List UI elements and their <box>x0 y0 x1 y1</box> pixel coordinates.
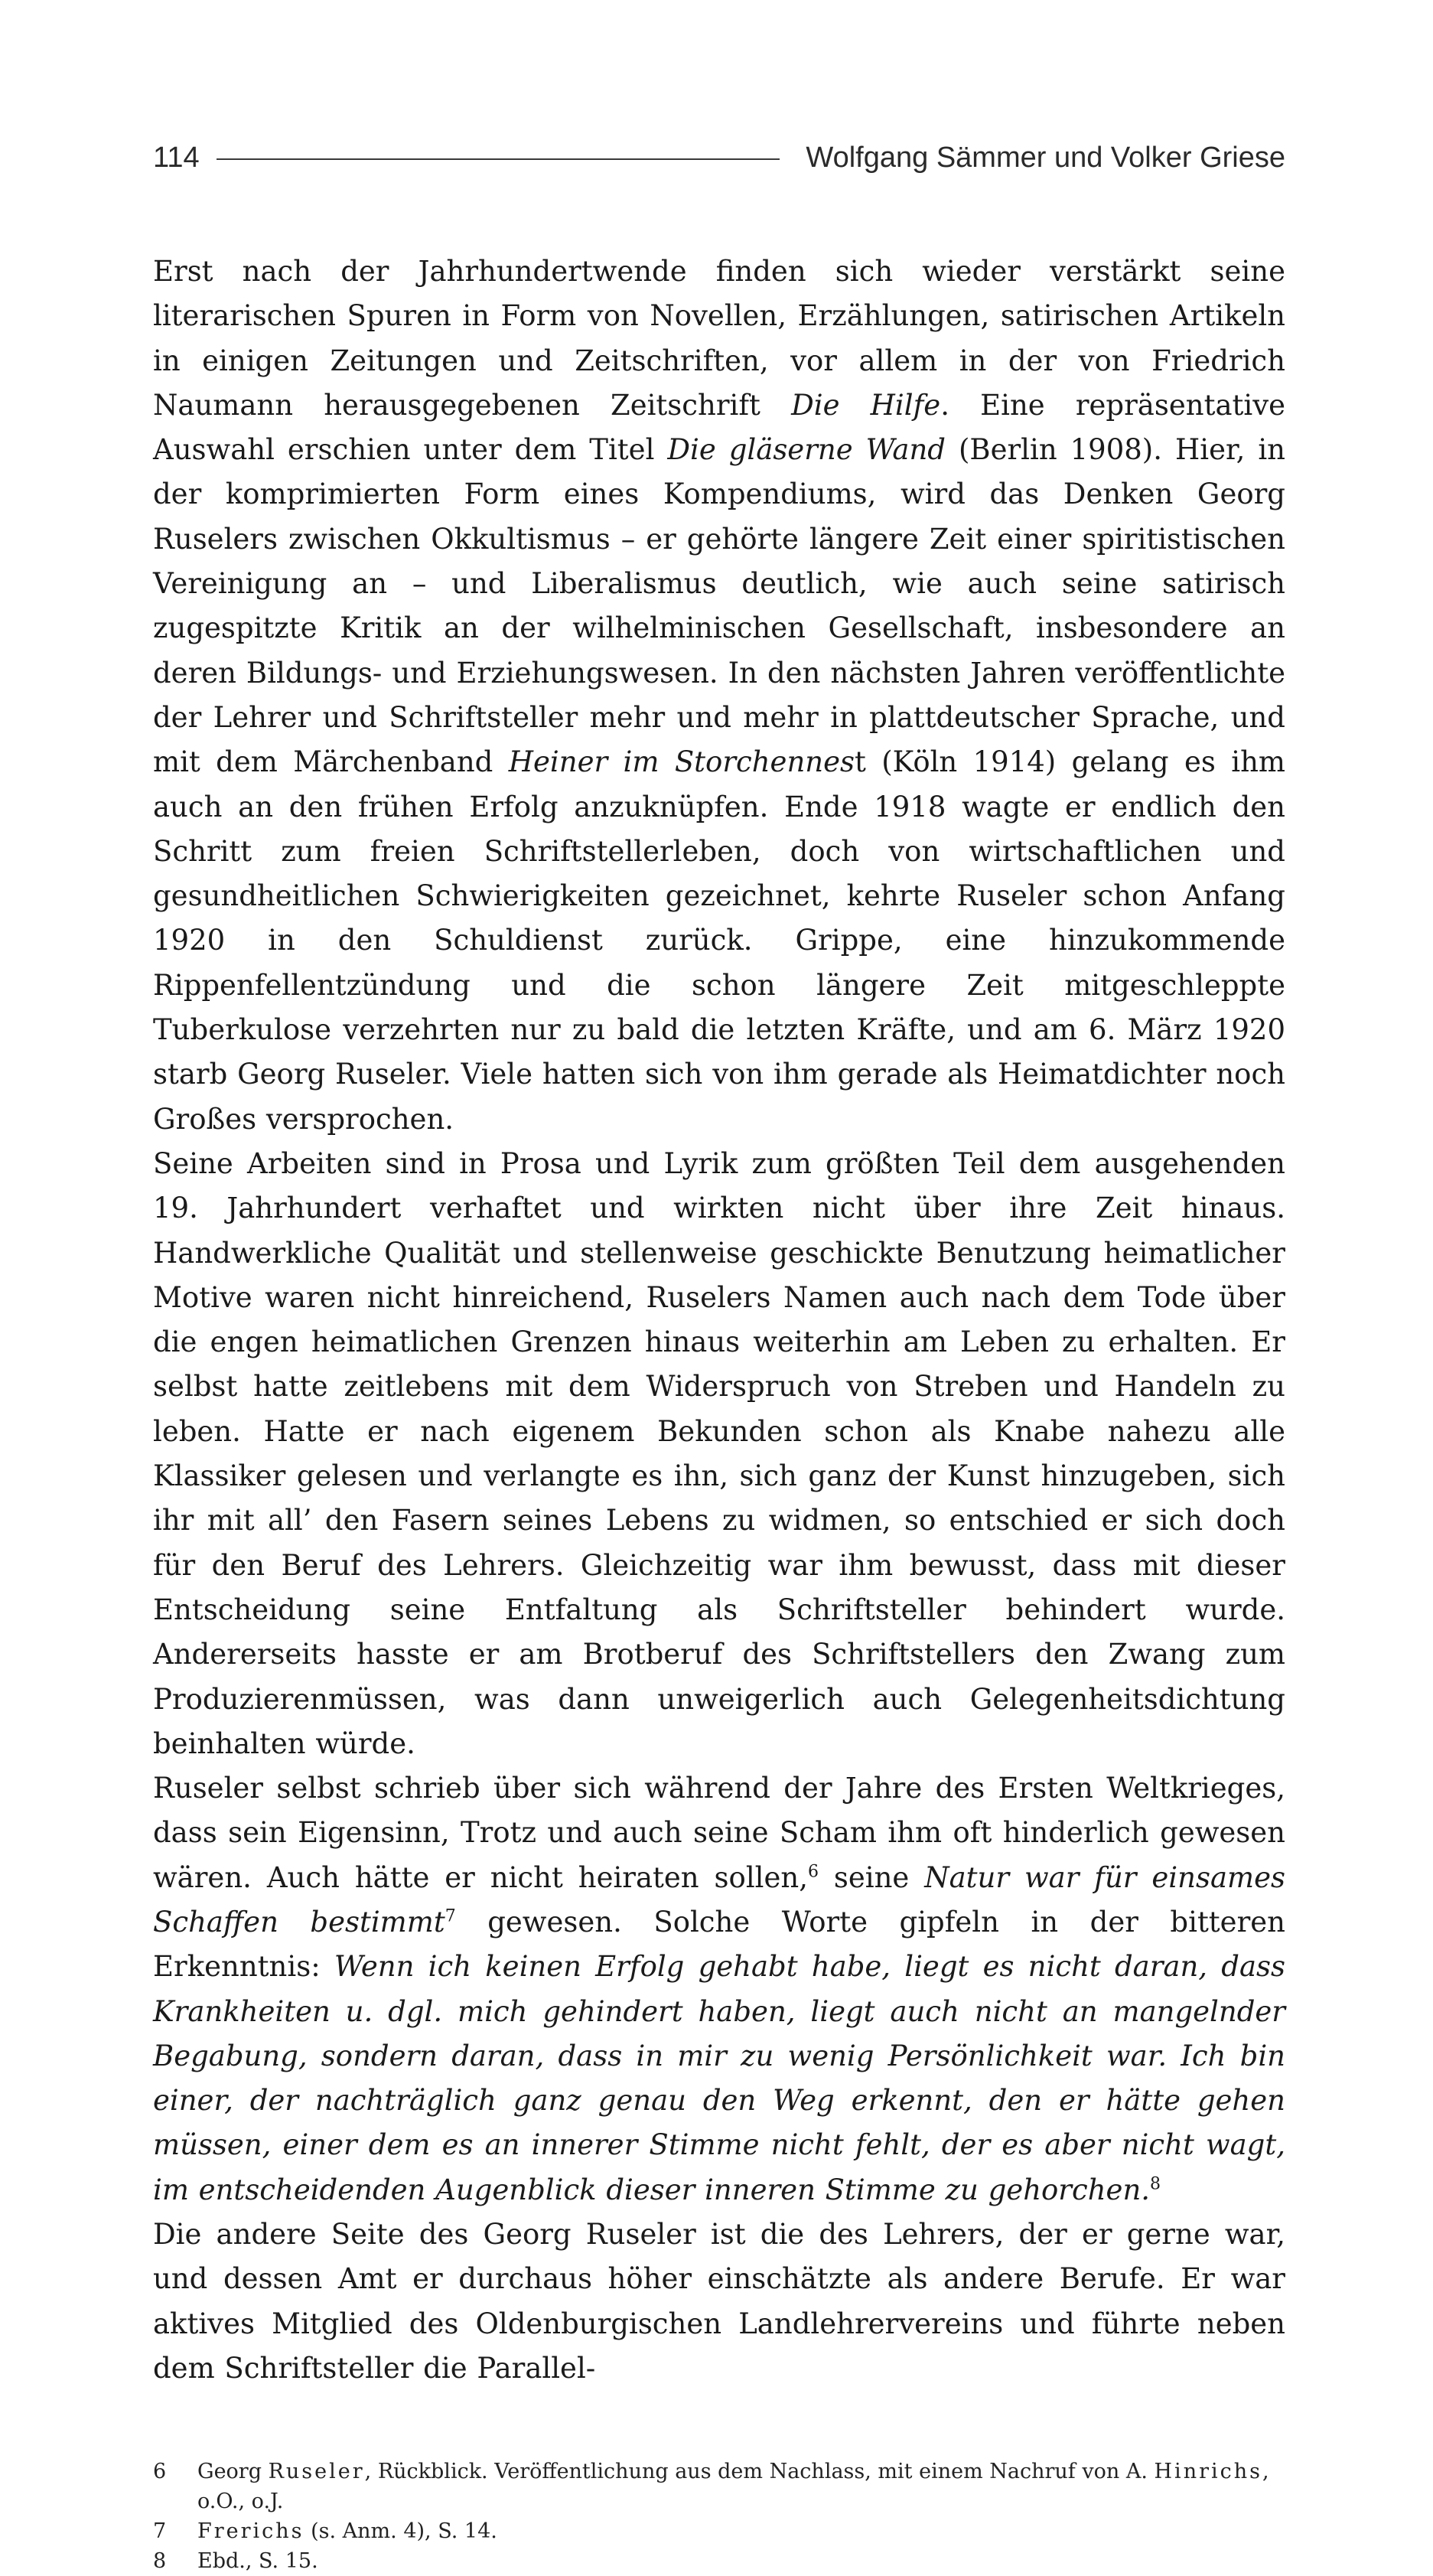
text-run: Seine Arbeiten sind in Prosa und Lyrik zum größten Teil dem ausgehenden 19. Jahrhundert verhaftet und wirkten nicht über ihre Zeit hinaus. Handwerkliche Qualität und stellenweise geschickte Benutzung heimatlicher Motive waren nicht hinreichend, Ruselers Namen auch nach dem Tode über die engen heimatlichen Grenzen hinaus weiterhin am Leben zu erhalten. Er selbst hatte zeitlebens mit dem Widerspruch von Streben und Handeln zu leben. Hatte er nach eigenem Bekunden schon als Knabe nahezu alle Klassiker gelesen und verlangte es ihn, sich ganz der Kunst hinzugeben, sich ihr mit all’ den Fasern seines Lebens zu widmen, so entschied er sich doch für den Beruf des Lehrers. Gleichzeitig war ihm bewusst, dass mit dieser Entscheidung seine Entfaltung als Schriftsteller behindert wurde. Andererseits hasste er am Brotberuf des Schriftstellers den Zwang zum Produzierenmüssen, was dann unweigerlich auch Gelegenheitsdichtung beinhalten würde. <box>153 1146 1285 1760</box>
header-rule <box>217 158 780 160</box>
text-run: (Berlin 1908). Hier, in der komprimierten Form eines Kompendiums, wird das Denken Georg Ruselers zwischen Okkultismus – er gehörte längere Zeit einer spiritistischen Vereinigung an – und Liberalismus deutlich, wie auch seine satirisch zugespitzte Kritik an der wilhelminischen Gesellschaft, insbesondere an deren Bildungs- und Erziehungswesen. In den nächsten Jahren veröffentlichte der Lehrer und Schriftsteller mehr und mehr in plattdeutscher Sprache, und mit dem Märchenband <box>153 433 1285 779</box>
text-run: Die andere Seite des Georg Ruseler ist die des Lehrers, der er gerne war, und dessen Amt er durchaus höher einschätzte als andere Berufe. Er war aktives Mitglied des Oldenburgischen Landlehrervereins und führte neben dem Schriftsteller die Parallel- <box>153 2218 1285 2385</box>
text-run: seine <box>818 1860 925 1894</box>
italic-text: Heiner im Storchennes <box>508 745 855 779</box>
footnote <box>153 2516 1285 2546</box>
text-run: , Rückblick. Veröffentlichung aus dem Nachlass, mit einem Nachruf von A. <box>364 2460 1155 2484</box>
author-name: Ruseler <box>268 2460 365 2484</box>
footnote-reference: 6 <box>807 1862 819 1882</box>
italic-text: Die gläserne Wand <box>667 433 946 467</box>
footnote-number: 8 <box>153 2549 167 2574</box>
footnote-number: 7 <box>153 2519 167 2544</box>
text-run: Georg <box>197 2460 269 2484</box>
text-run: Ruseler selbst schrieb über sich während der Jahre des Ersten Weltkrieges, dass sein Eigensinn, Trotz und auch seine Scham ihm oft hinderlich gewesen wären. Auch hätte er nicht heiraten sollen, <box>153 1772 1285 1894</box>
footnote <box>153 2546 1285 2576</box>
footnote-text <box>197 2457 1285 2516</box>
book-page <box>153 136 1285 2576</box>
running-head-authors: Wolfgang Sämmer und Volker Griese <box>806 141 1285 174</box>
italic-text: Wenn ich keinen Erfolg gehabt habe, liegt es nicht daran, dass Krankheiten u. dgl. mich gehindert haben, liegt auch nicht an mangelnder Begabung, sondern daran, dass in mir zu wenig Persönlichkeit war. Ich bin einer, der nachträglich ganz genau den Weg erkennt, den er hätte gehen müssen, einer dem es an innerer Stimme nicht fehlt, der es aber nicht wagt, im entscheidenden Augenblick dieser inneren Stimme zu gehorchen. <box>153 1950 1285 2206</box>
footnote-text <box>197 2516 1285 2546</box>
italic-text: Die Hilfe <box>791 388 941 422</box>
footnote-reference: 8 <box>1150 2174 1161 2194</box>
paragraph <box>153 1142 1285 1766</box>
footnotes <box>153 2457 1285 2576</box>
text-run: , o.O., o.J. <box>197 2460 1269 2514</box>
author-name: Frerichs <box>197 2519 305 2544</box>
author-name: Hinrichs <box>1154 2460 1262 2484</box>
footnote-reference: 7 <box>445 1906 456 1926</box>
main-text <box>153 249 1285 2391</box>
footnote <box>153 2457 1285 2516</box>
text-run: gewesen. Solche Worte gipfeln in der bitteren Erkenntnis: <box>153 1905 1285 1984</box>
text-run: t (Köln 1914) gelang es ihm auch an den frühen Erfolg anzuknüpfen. Ende 1918 wagte er endlich den Schritt zum freien Schriftstellerleben, doch von wirtschaftlichen und gesundheitlichen Schwierigkeiten gezeichnet, kehrte Ruseler schon Anfang 1920 in den Schuldienst zurück. Grippe, eine hinzukommende Rippenfellentzündung und die schon längere Zeit mitgeschleppte Tuberkulose verzehrten nur zu bald die letzten Kräfte, und am 6. März 1920 starb Georg Ruseler. Viele hatten sich von ihm gerade als Heimatdichter noch Großes versprochen. <box>153 745 1285 1136</box>
running-head <box>153 136 1285 179</box>
text-run: . Eine repräsentative Auswahl erschien unter dem Titel <box>153 388 1286 467</box>
italic-text: Natur war für einsames Schaffen bestimmt <box>153 1860 1285 1939</box>
paragraph <box>153 249 1285 1142</box>
paragraph <box>153 1766 1285 2212</box>
paragraph <box>153 2212 1285 2391</box>
text-run: Erst nach der Jahrhundertwende finden sich wieder verstärkt seine literarischen Spuren in Form von Novellen, Erzählungen, satirischen Artikeln in einigen Zeitungen und Zeitschriften, vor allem in der von Friedrich Naumann herausgegebenen Zeitschrift <box>153 255 1285 422</box>
page-number: 114 <box>153 141 200 174</box>
footnote-number: 6 <box>153 2460 167 2484</box>
text-run: Ebd., S. 15. <box>197 2549 318 2574</box>
text-run: (s. Anm. 4), S. 14. <box>304 2519 497 2544</box>
footnote-text <box>197 2546 1285 2576</box>
